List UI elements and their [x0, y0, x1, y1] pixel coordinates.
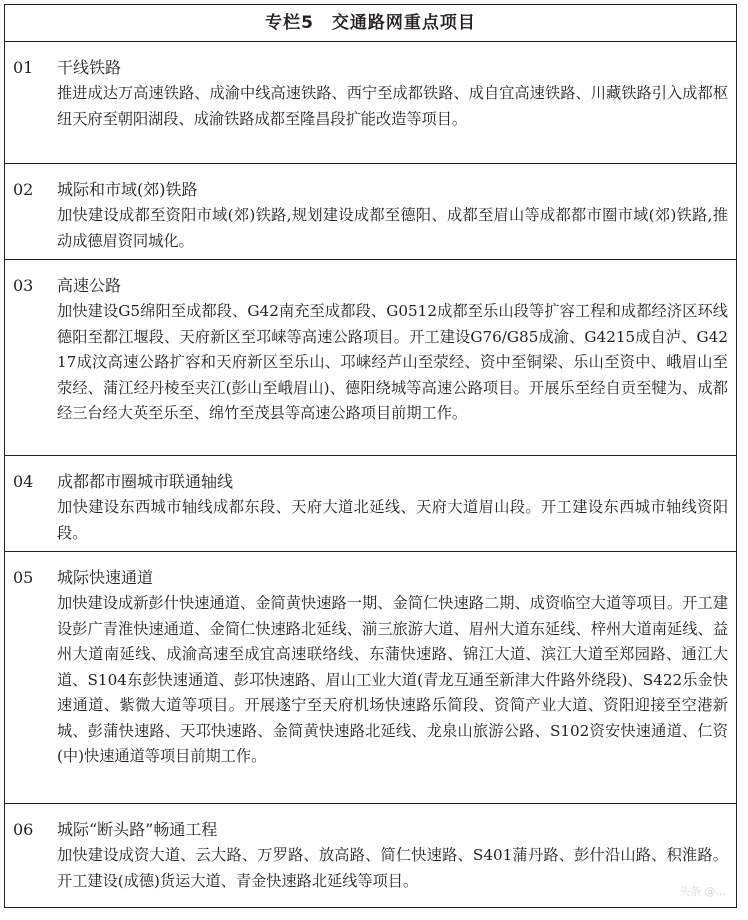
project-section-03 — [5, 259, 736, 455]
section-text: 加快建设成新彭什快速通道、金简黄快速路一期、金简仁快速路二期、成资临空大道等项目。开工建设彭广青淮快速通道、金简仁快速路北延线、湔三旅游大道、眉州大道东延线、梓州大道南延线、益州大道南延线、成渝高速至成宜高速联络线、东蒲快速路、锦江大道、滨江大道至郑园路、通江大道、S104东彭快速通道、彭邛快速路、眉山工业大道(青龙互通至新津大件路外绕段)、S422乐金快速通道、紫微大道等项目。开展遂宁至天府机场快速路乐简段、资简产业大道、资阳迎接至空港新城、彭蒲快速路、天邛快速路、金简黄快速路北延线、龙泉山旅游公路、S102资安快速通道、仁资(中)快速通道等项目前期工作。 — [57, 594, 728, 765]
section-number: 02 — [13, 180, 34, 199]
section-heading: 城际和市域(郊)铁路 — [57, 180, 198, 199]
section-heading: 城际“断头路”畅通工程 — [57, 820, 218, 839]
watermark: 头条 @... — [679, 885, 726, 898]
project-section-05 — [5, 551, 736, 803]
project-section-01 — [5, 42, 736, 163]
section-number: 05 — [13, 568, 34, 587]
section-text: 推进成达万高速铁路、成渝中线高速铁路、西宁至成都铁路、成自宜高速铁路、川藏铁路引入成都枢纽天府至朝阳湖段、成渝铁路成都至隆昌段扩能改造等项目。 — [57, 84, 728, 128]
section-text: 加快建设成资大道、云大路、万罗路、放高路、简仁快速路、S401蒲丹路、彭什沿山路、积淮路。开工建设(成德)货运大道、青金快速路北延线等项目。 — [57, 846, 728, 890]
section-text: 加快建设成都至资阳市域(郊)铁路,规划建设成都至德阳、成都至眉山等成都都市圈市域(郊)铁路,推动成德眉资同城化。 — [57, 206, 728, 250]
section-heading: 成都都市圈城市联通轴线 — [57, 472, 234, 491]
section-number: 01 — [13, 58, 34, 77]
section-heading: 城际快速通道 — [57, 568, 154, 587]
project-section-04 — [5, 455, 736, 551]
section-number: 06 — [13, 820, 34, 839]
project-section-02 — [5, 163, 736, 259]
project-panel — [4, 4, 737, 908]
section-heading: 高速公路 — [57, 276, 122, 295]
section-number: 03 — [13, 276, 34, 295]
section-text: 加快建设东西城市轴线成都东段、天府大道北延线、天府大道眉山段。开工建设东西城市轴线资阳段。 — [57, 498, 728, 542]
panel-title: 专栏5 交通路网重点项目 — [5, 5, 736, 42]
section-heading: 干线铁路 — [57, 58, 122, 77]
section-text: 加快建设G5绵阳至成都段、G42南充至成都段、G0512成都至乐山段等扩容工程和成都经济区环线德阳至都江堰段、天府新区至邛崃等高速公路项目。开工建设G76/G85成渝、G4215成自泸、G4217成汶高速公路扩容和天府新区至乐山、邛崃经芦山至荥经、资中至铜梁、乐山至资中、峨眉山至荥经、蒲江经丹棱至夹江(彭山至峨眉山)、德阳绕城等高速公路项目。开展乐至经自贡至犍为、成都经三台经大英至乐至、绵竹至茂县等高速公路项目前期工作。 — [57, 302, 728, 422]
project-section-06 — [5, 803, 736, 906]
section-number: 04 — [13, 472, 34, 491]
